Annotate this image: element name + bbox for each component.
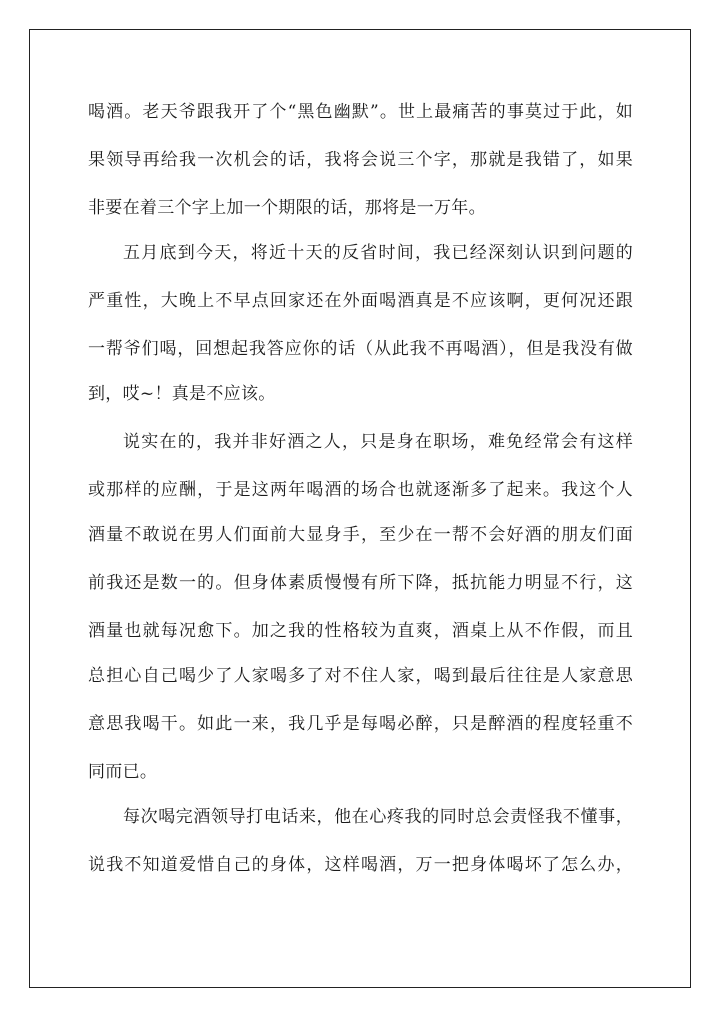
text-line: 意思我喝干。如此一来，我几乎是每喝必醉，只是醉酒的程度轻重不 xyxy=(88,714,633,734)
text-line: 说我不知道爱惜自己的身体，这样喝酒，万一把身体喝坏了怎么办， xyxy=(88,855,633,875)
text-line: 前我还是数一的。但身体素质慢慢有所下降，抵抗能力明显不行，这 xyxy=(88,573,633,593)
text-line: 喝酒。老天爷跟我开了个“黑色幽默”。世上最痛苦的事莫过于此，如 xyxy=(88,102,633,122)
text-line: 总担心自己喝少了人家喝多了对不住人家，喝到最后往往是人家意思 xyxy=(88,666,633,686)
text-line: 酒量也就每况愈下。加之我的性格较为直爽，酒桌上从不作假，而且 xyxy=(88,621,633,641)
text-line: 非要在着三个字上加一个期限的话，那将是一万年。 xyxy=(88,198,486,218)
text-line: 严重性，大晚上不早点回家还在外面喝酒真是不应该啊，更何况还跟 xyxy=(88,291,633,311)
page-border xyxy=(29,29,691,988)
text-line: 一帮爷们喝，回想起我答应你的话（从此我不再喝酒），但是我没有做 xyxy=(88,339,633,359)
text-line: 果领导再给我一次机会的话，我将会说三个字，那就是我错了，如果 xyxy=(88,150,633,170)
text-line: 说实在的，我并非好酒之人，只是身在职场，难免经常会有这样 xyxy=(123,432,633,452)
text-line: 五月底到今天，将近十天的反省时间，我已经深刻认识到问题的 xyxy=(123,243,633,263)
text-line: 同而已。 xyxy=(88,762,158,782)
text-line: 或那样的应酬，于是这两年喝酒的场合也就逐渐多了起来。我这个人 xyxy=(88,480,633,500)
text-line: 每次喝完酒领导打电话来，他在心疼我的同时总会责怪我不懂事， xyxy=(123,807,633,827)
text-line: 酒量不敢说在男人们面前大显身手，至少在一帮不会好酒的朋友们面 xyxy=(88,525,633,545)
text-line: 到，哎~！真是不应该。 xyxy=(88,384,276,404)
